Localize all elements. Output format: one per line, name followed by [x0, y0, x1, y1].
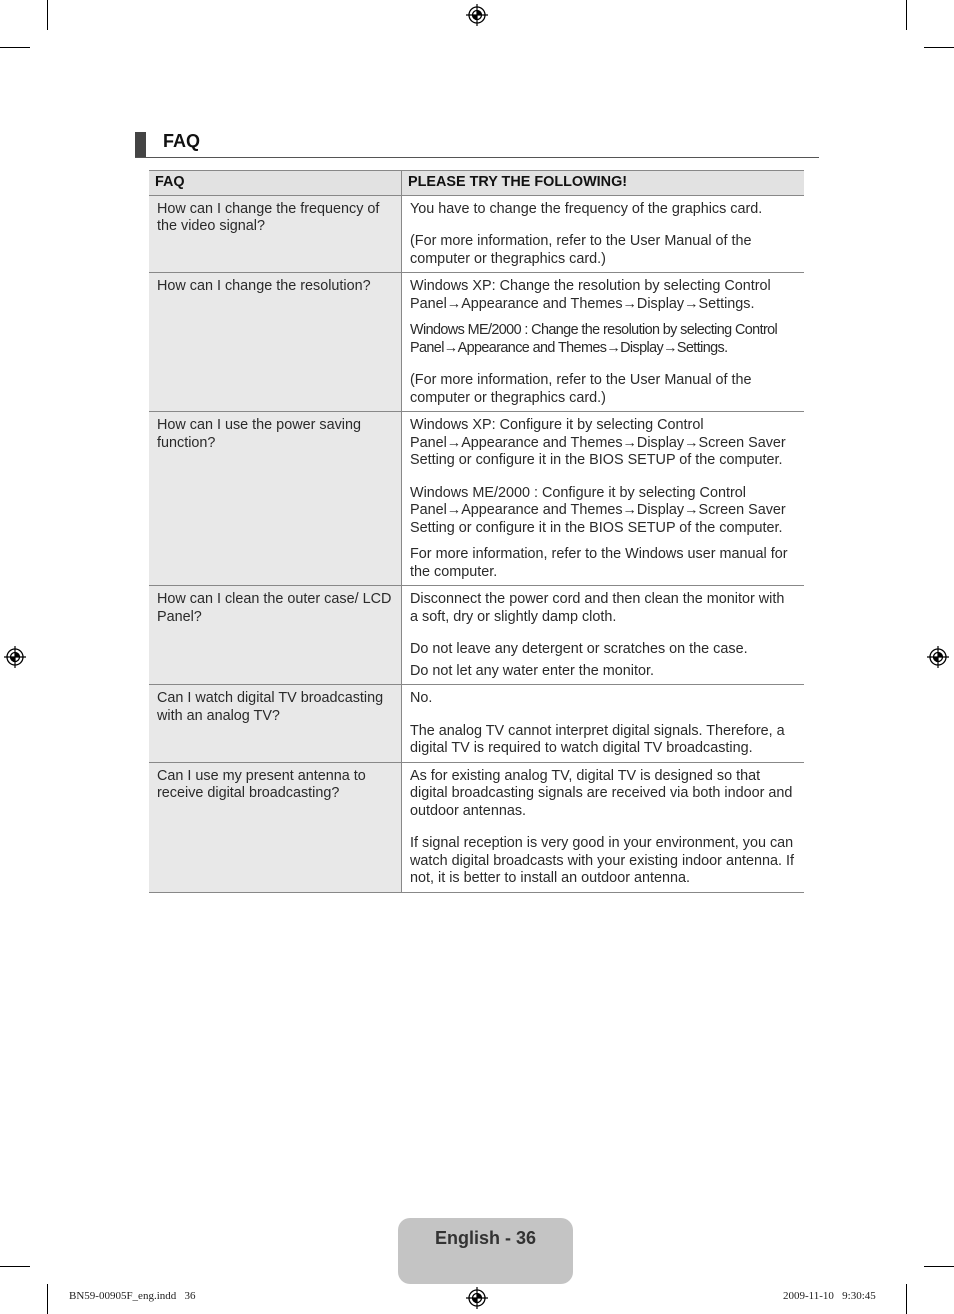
- question-cell: How can I use the power saving function?: [149, 412, 402, 586]
- crop-mark: [906, 0, 907, 30]
- answer-paragraph: Windows XP: Configure it by selecting Control Panel→Appearance and Themes→Display→Screen Saver Setting or configure it in the BIOS SETUP of the computer.: [410, 417, 786, 468]
- question-cell: How can I clean the outer case/ LCD Panel?: [149, 586, 402, 685]
- answer-cell: [402, 586, 805, 685]
- section-heading: [135, 129, 819, 158]
- question-cell: Can I use my present antenna to receive digital broadcasting?: [149, 762, 402, 892]
- answer-paragraph: Do not let any water enter the monitor.: [410, 662, 654, 679]
- answer-cell: [402, 685, 805, 763]
- answer-paragraph: Windows ME/2000 : Change the resolution by selecting Control Panel→Appearance and Themes→Display→Settings.: [410, 322, 778, 356]
- file-slug: BN59-00905F_eng.indd 36: [69, 1290, 196, 1302]
- section-title: FAQ: [163, 131, 201, 151]
- page-number-label: English - 36: [434, 1228, 537, 1248]
- crop-mark: [924, 47, 954, 48]
- answer-paragraph: If signal reception is very good in your environment, you can watch digital broadcasts with your existing indoor antenna. If not, it is better to install an outdoor antenna.: [410, 835, 794, 886]
- heading-bar: [135, 132, 146, 157]
- answer-paragraph: No.: [410, 690, 433, 706]
- answer-cell: [402, 273, 805, 412]
- print-timestamp: 2009-11-10 9:30:45: [783, 1290, 876, 1302]
- table-row: [149, 586, 804, 685]
- table-row: [149, 762, 804, 892]
- faq-table: [149, 170, 804, 893]
- registration-mark-icon: [466, 1287, 488, 1309]
- crop-mark: [924, 1266, 954, 1267]
- answer-paragraph: (For more information, refer to the User Manual of the computer or thegraphics card.): [410, 233, 752, 267]
- crop-mark: [0, 1266, 30, 1267]
- registration-mark-icon: [466, 4, 488, 26]
- answer-paragraph: You have to change the frequency of the graphics card.: [410, 200, 763, 217]
- column-header-faq: FAQ: [149, 171, 402, 196]
- answer-cell: [402, 762, 805, 892]
- question-cell: How can I change the frequency of the video signal?: [149, 195, 402, 273]
- answer-paragraph: The analog TV cannot interpret digital signals. Therefore, a digital TV is required to watch digital TV broadcasting.: [410, 722, 785, 756]
- table-row: [149, 273, 804, 412]
- answer-paragraph: (For more information, refer to the User Manual of the computer or thegraphics card.): [410, 372, 752, 406]
- table-row: [149, 685, 804, 763]
- table-row: [149, 412, 804, 586]
- table-header-row: [149, 171, 804, 196]
- question-cell: How can I change the resolution?: [149, 273, 402, 412]
- answer-paragraph: Windows ME/2000 : Configure it by selecting Control Panel→Appearance and Themes→Display→Screen Saver Setting or configure it in the BIOS SETUP of the computer.: [410, 484, 786, 536]
- registration-mark-icon: [4, 646, 26, 668]
- crop-mark: [0, 47, 30, 48]
- answer-paragraph: As for existing analog TV, digital TV is designed so that digital broadcasting signals are received via both indoor and outdoor antennas.: [410, 767, 793, 819]
- crop-mark: [47, 0, 48, 30]
- answer-paragraph: Disconnect the power cord and then clean the monitor with a soft, dry or slightly damp cloth.: [410, 591, 785, 625]
- answer-paragraph: Windows XP: Change the resolution by selecting Control Panel→Appearance and Themes→Display→Settings.: [410, 278, 771, 312]
- registration-mark-icon: [927, 646, 949, 668]
- question-cell: Can I watch digital TV broadcasting with an analog TV?: [149, 685, 402, 763]
- crop-mark: [47, 1284, 48, 1314]
- answer-paragraph: For more information, refer to the Windows user manual for the computer.: [410, 546, 788, 580]
- answer-cell: [402, 195, 805, 273]
- page-number-tab: [398, 1218, 573, 1284]
- column-header-answer: PLEASE TRY THE FOLLOWING!: [402, 171, 805, 196]
- answer-cell: [402, 412, 805, 586]
- table-row: [149, 195, 804, 273]
- answer-paragraph: Do not leave any detergent or scratches on the case.: [410, 641, 748, 657]
- crop-mark: [906, 1284, 907, 1314]
